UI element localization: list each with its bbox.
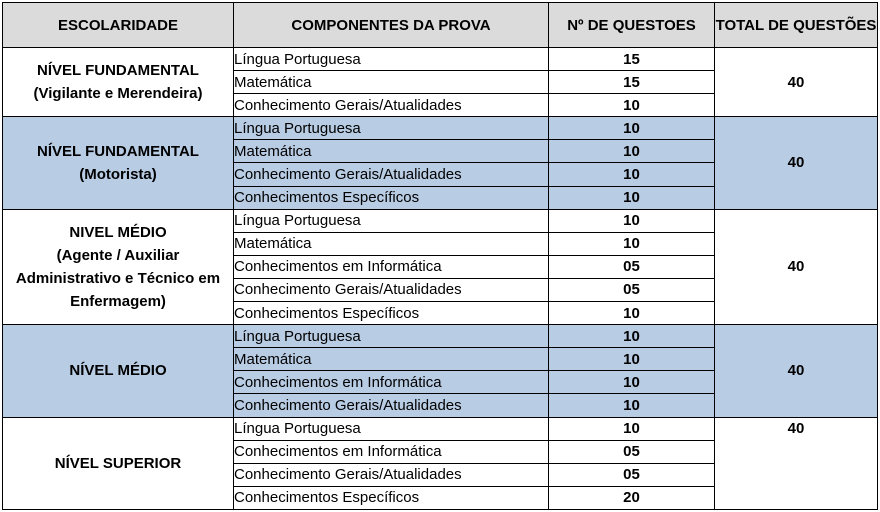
component-cell: Conhecimentos Específicos [234, 486, 549, 509]
level-title: NÍVEL FUNDAMENTAL [37, 142, 199, 160]
question-count-cell: 05 [549, 255, 715, 278]
header-count: Nº DE QUESTOES [549, 3, 715, 48]
header-level: ESCOLARIDADE [3, 3, 234, 48]
total-questions-cell: 40 [715, 117, 878, 209]
component-cell: Língua Portuguesa [234, 117, 549, 140]
component-cell: Conhecimentos Específicos [234, 302, 549, 325]
question-count-cell: 10 [549, 302, 715, 325]
question-count-cell: 10 [549, 371, 715, 394]
component-cell: Matemática [234, 140, 549, 163]
table-row [3, 417, 878, 440]
level-title: NÍVEL MÉDIO [69, 362, 167, 380]
question-count-cell: 15 [549, 48, 715, 71]
component-cell: Matemática [234, 348, 549, 371]
level-title: NIVEL MÉDIO [69, 223, 167, 241]
question-count-cell: 10 [549, 209, 715, 232]
question-count-cell: 10 [549, 232, 715, 255]
component-cell: Conhecimento Gerais/Atualidades [234, 394, 549, 417]
level-subtitle: (Motorista) [79, 165, 157, 183]
level-fundamental-motorista [3, 117, 234, 209]
question-count-cell: 05 [549, 463, 715, 486]
level-medio [3, 325, 234, 417]
component-cell: Conhecimentos em Informática [234, 371, 549, 394]
component-cell: Língua Portuguesa [234, 325, 549, 348]
question-count-cell: 10 [549, 163, 715, 186]
level-superior [3, 417, 234, 510]
component-cell: Conhecimento Gerais/Atualidades [234, 463, 549, 486]
component-cell: Conhecimento Gerais/Atualidades [234, 163, 549, 186]
question-count-cell: 15 [549, 71, 715, 94]
total-questions-cell: 40 [715, 48, 878, 117]
component-cell: Conhecimentos em Informática [234, 255, 549, 278]
component-cell: Matemática [234, 71, 549, 94]
level-subtitle: (Agente / Auxiliar Administrativo e Técnico em Enfermagem) [15, 246, 221, 310]
question-count-cell: 10 [549, 140, 715, 163]
header-row [3, 3, 878, 48]
level-title: NÍVEL FUNDAMENTAL [37, 62, 199, 80]
level-medio-agente [3, 209, 234, 324]
level-fundamental-vigilante [3, 48, 234, 117]
question-count-cell: 05 [549, 278, 715, 301]
total-questions-cell: 40 [715, 417, 878, 510]
component-cell: Conhecimentos Específicos [234, 186, 549, 209]
question-count-cell: 10 [549, 394, 715, 417]
component-cell: Conhecimento Gerais/Atualidades [234, 278, 549, 301]
level-subtitle: (Vigilante e Merendeira) [33, 85, 203, 103]
table-row [3, 117, 878, 140]
question-count-cell: 05 [549, 440, 715, 463]
component-cell: Matemática [234, 232, 549, 255]
table-row [3, 325, 878, 348]
question-count-cell: 10 [549, 348, 715, 371]
component-cell: Conhecimento Gerais/Atualidades [234, 94, 549, 117]
total-questions-cell: 40 [715, 209, 878, 324]
table-row [3, 48, 878, 71]
question-count-cell: 10 [549, 94, 715, 117]
component-cell: Língua Portuguesa [234, 417, 549, 440]
header-components: COMPONENTES DA PROVA [234, 3, 549, 48]
question-count-cell: 10 [549, 325, 715, 348]
total-questions-cell: 40 [715, 325, 878, 417]
level-title: NÍVEL SUPERIOR [54, 454, 182, 472]
component-cell: Língua Portuguesa [234, 209, 549, 232]
table-body [3, 48, 878, 510]
component-cell: Conhecimentos em Informática [234, 440, 549, 463]
component-cell: Língua Portuguesa [234, 48, 549, 71]
question-count-cell: 10 [549, 417, 715, 440]
table-row [3, 209, 878, 232]
question-count-cell: 20 [549, 486, 715, 509]
exam-structure-table [2, 2, 878, 510]
header-total: TOTAL DE QUESTÕES [715, 3, 878, 48]
question-count-cell: 10 [549, 117, 715, 140]
question-count-cell: 10 [549, 186, 715, 209]
